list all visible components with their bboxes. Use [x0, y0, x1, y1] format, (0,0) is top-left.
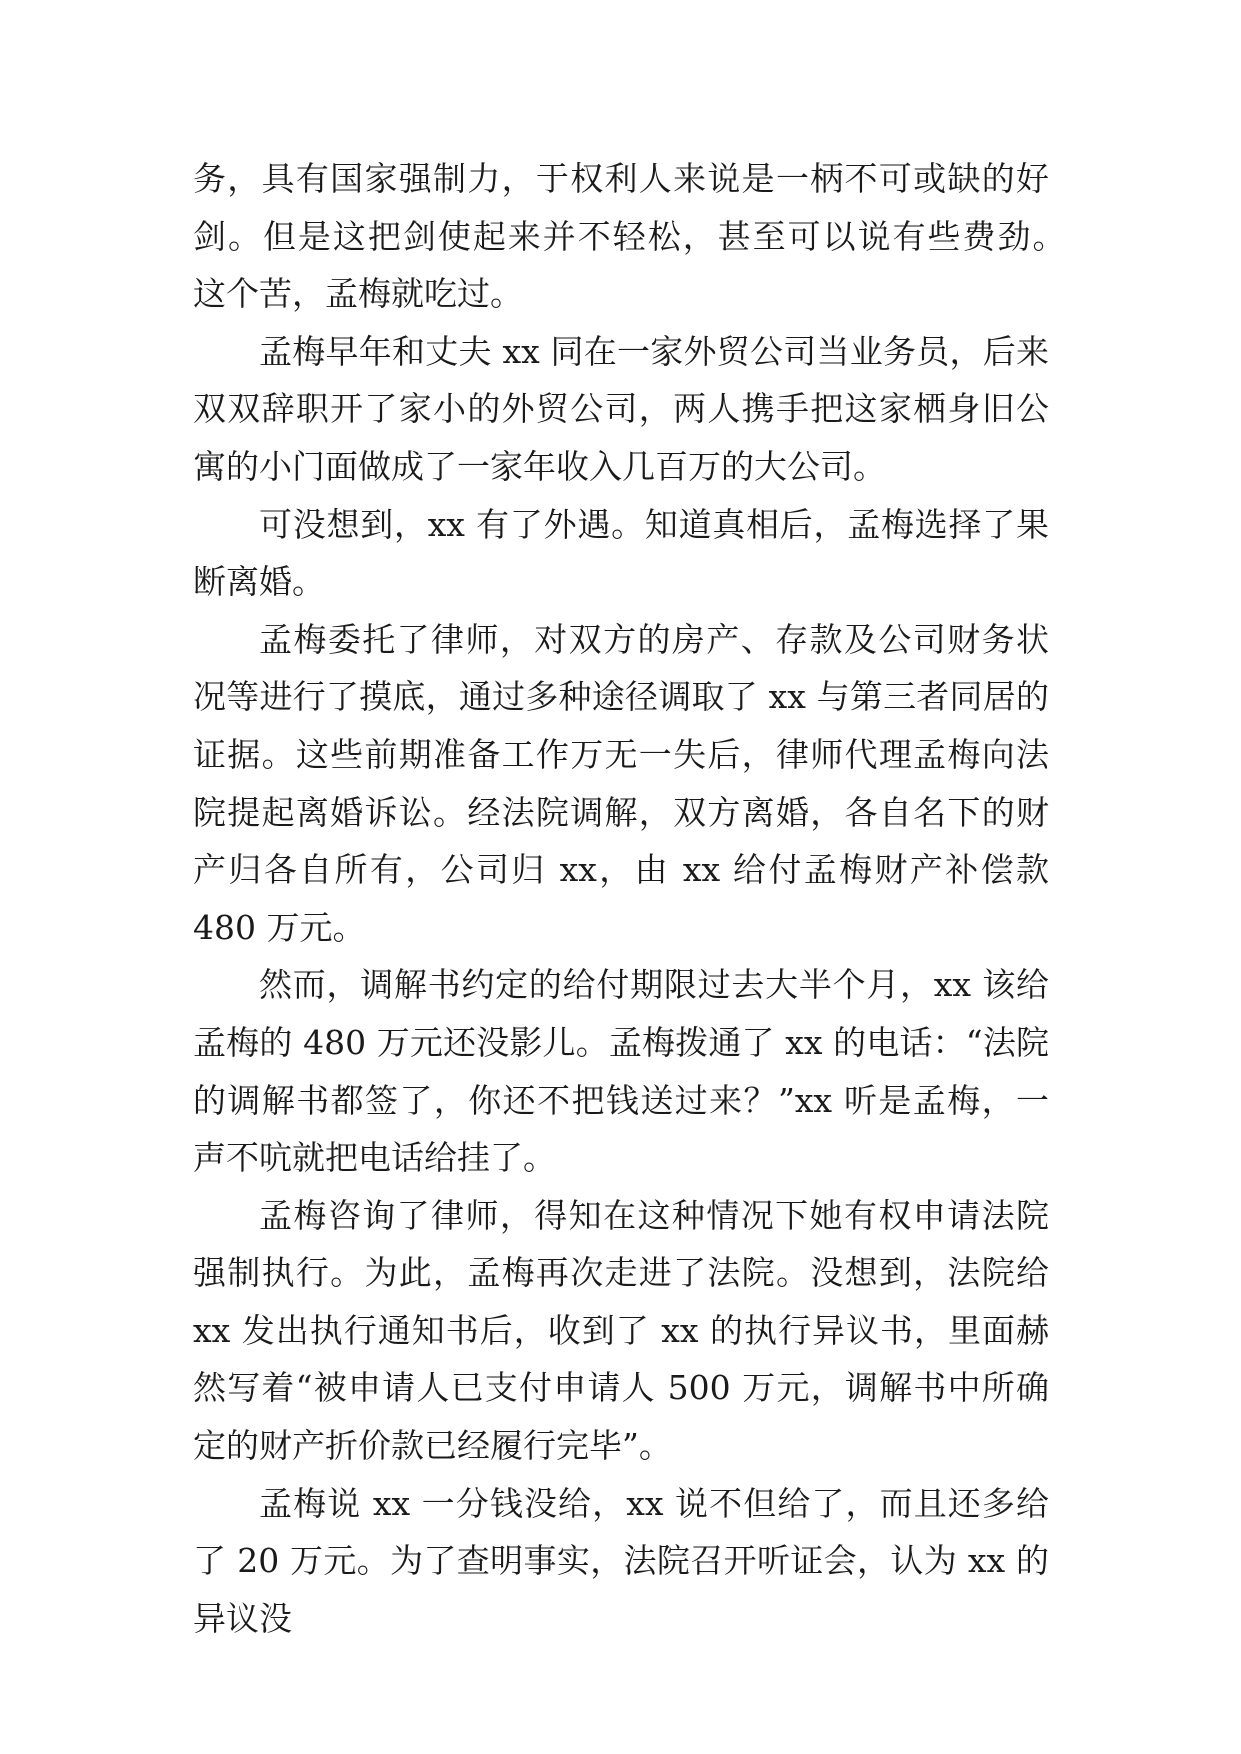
paragraph-5: 然而，调解书约定的给付期限过去大半个月，xx 该给孟梅的 480 万元还没影儿。孟梅拨通了 xx 的电话：“法院的调解书都签了，你还不把钱送过来？”xx 听是孟梅，一声不吭就把电话给挂了。 — [193, 965, 1049, 1178]
paragraph-6: 孟梅咨询了律师，得知在这种情况下她有权申请法院强制执行。为此，孟梅再次走进了法院。没想到，法院给 xx 发出执行通知书后，收到了 xx 的执行异议书，里面赫然写着“被申请人已支付申请人 500 万元，调解书中所确定的财产折价款已经履行完毕”。 — [193, 1195, 1049, 1466]
paragraph-4: 孟梅委托了律师，对双方的房产、存款及公司财务状况等进行了摸底，通过多种途径调取了 xx 与第三者同居的证据。这些前期准备工作万无一失后，律师代理孟梅向法院提起离婚诉讼。经法院调解，双方离婚，各自名下的财产归各自所有，公司归 xx，由 xx 给付孟梅财产补偿款 480 万元。 — [193, 619, 1049, 947]
paragraph-1: 务，具有国家强制力，于权利人来说是一柄不可或缺的好剑。但是这把剑使起来并不轻松，甚至可以说有些费劲。 这个苦，孟梅就吃过。 — [193, 159, 1082, 314]
paragraph-2: 孟梅早年和丈夫 xx 同在一家外贸公司当业务员，后来双双辞职开了家小的外贸公司，两人携手把这家栖身旧公寓的小门面做成了一家年收入几百万的大公司。 — [193, 331, 1049, 486]
document-body — [193, 150, 1082, 1647]
paragraph-3: 可没想到，xx 有了外遇。知道真相后，孟梅选择了果断离婚。 — [193, 504, 1049, 602]
paragraph-7: 孟梅说 xx 一分钱没给，xx 说不但给了，而且还多给了 20 万元。为了查明事实，法院召开听证会，认为 xx 的异议没 — [193, 1483, 1049, 1638]
